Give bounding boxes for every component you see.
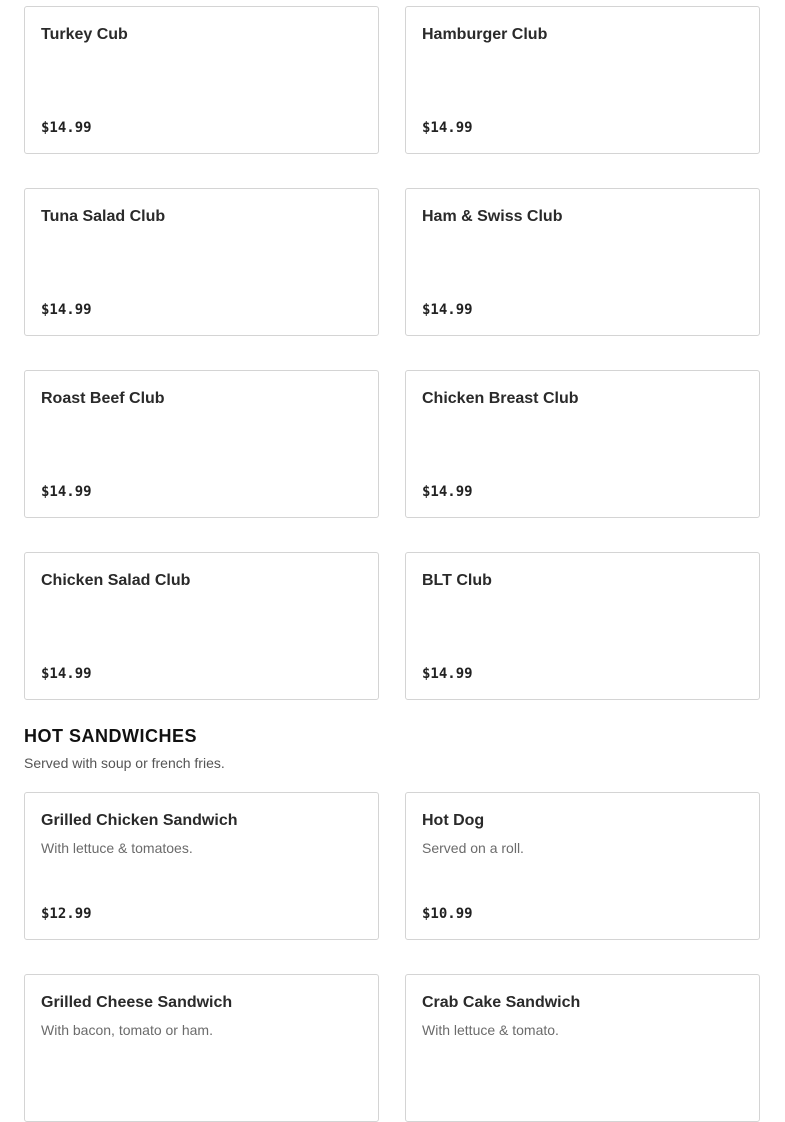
menu-item-card[interactable] [405, 370, 760, 518]
menu-item-name: Hamburger Club [422, 26, 548, 43]
menu-item-card[interactable] [405, 6, 760, 154]
menu-item-description: Served on a roll. [422, 840, 524, 856]
menu-item-price: $12.99 [41, 906, 92, 922]
menu-item-name: Hot Dog [422, 812, 485, 829]
menu-item-description: With bacon, tomato or ham. [41, 1022, 213, 1038]
menu-item-price: $14.99 [41, 484, 92, 500]
menu-item-description: With lettuce & tomatoes. [41, 840, 193, 856]
menu-item-price: $14.99 [41, 302, 92, 318]
menu-item-card[interactable] [405, 974, 760, 1122]
menu-item-card[interactable] [24, 792, 379, 940]
menu-item-price: $14.99 [422, 666, 473, 682]
menu-item-card[interactable] [405, 792, 760, 940]
menu-item-name: Roast Beef Club [41, 390, 165, 407]
menu-item-card[interactable] [405, 188, 760, 336]
section-title: HOT SANDWICHES [24, 726, 197, 746]
menu-item-name: Grilled Cheese Sandwich [41, 994, 233, 1011]
menu-item-name: Crab Cake Sandwich [422, 994, 581, 1011]
menu-item-price: $14.99 [422, 484, 473, 500]
menu-item-card[interactable] [24, 974, 379, 1122]
menu-item-card[interactable] [405, 552, 760, 700]
menu-item-card[interactable] [24, 6, 379, 154]
menu-item-price: $14.99 [41, 666, 92, 682]
menu-item-price: $14.99 [422, 302, 473, 318]
menu-item-name: BLT Club [422, 572, 492, 589]
menu-item-name: Turkey Cub [41, 26, 128, 43]
menu-item-name: Chicken Breast Club [422, 390, 579, 407]
menu-item-name: Grilled Chicken Sandwich [41, 812, 238, 829]
menu-item-description: With lettuce & tomato. [422, 1022, 559, 1038]
menu-item-price: $14.99 [422, 120, 473, 136]
menu-item-card[interactable] [24, 370, 379, 518]
menu-item-name: Ham & Swiss Club [422, 208, 563, 225]
section-subtitle: Served with soup or french fries. [24, 755, 225, 771]
menu-item-card[interactable] [24, 188, 379, 336]
menu-item-card[interactable] [24, 552, 379, 700]
menu-item-price: $14.99 [41, 120, 92, 136]
menu-item-name: Tuna Salad Club [41, 208, 166, 225]
menu-item-name: Chicken Salad Club [41, 572, 191, 589]
menu-item-price: $10.99 [422, 906, 473, 922]
